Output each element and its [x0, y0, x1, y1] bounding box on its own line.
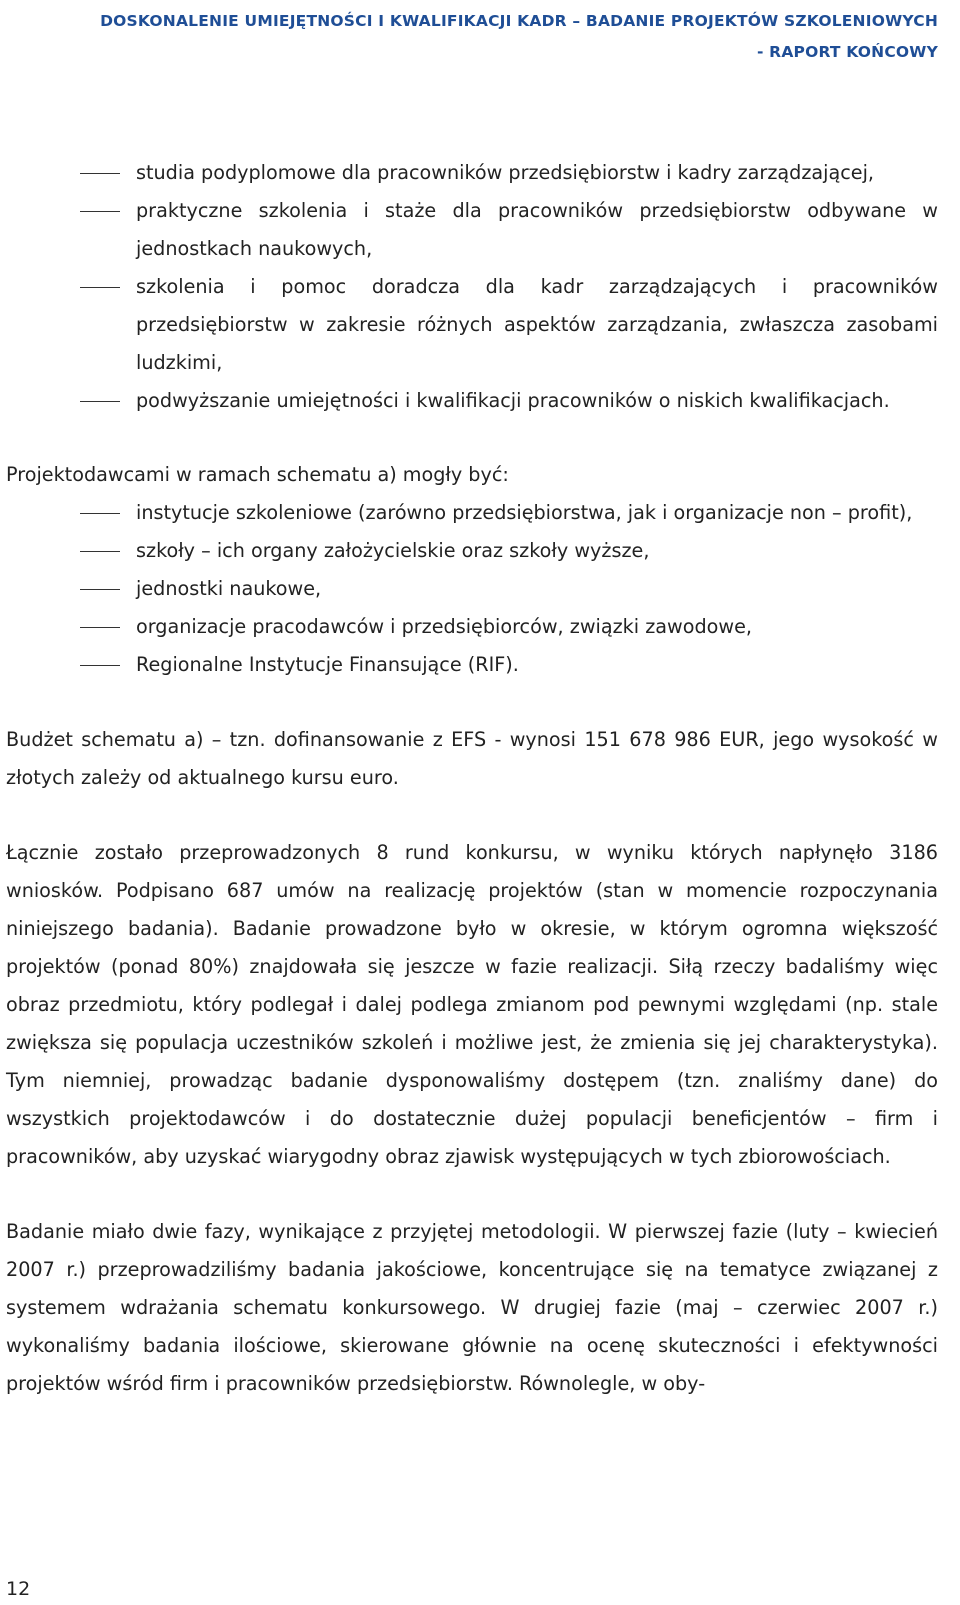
page-body — [6, 154, 938, 1403]
spacer — [6, 420, 938, 456]
list-item-text: podwyższanie umiejętności i kwalifikacji pracowników o niskich kwalifikacjach. — [136, 389, 890, 412]
list-item-text: szkoły – ich organy założycielskie oraz szkoły wyższe, — [136, 539, 650, 562]
paragraph-summary: Łącznie zostało przeprowadzonych 8 rund konkursu, w wyniku których napłynęło 3186 wniosków. Podpisano 687 umów na realizację projektów (stan w momencie rozpoczynania niniejszego badania). Badanie prowadzone było w okresie, w którym ogromna większość projektów (ponad 80%) znajdowała się jeszcze w fazie realizacji. Siłą rzeczy badaliśmy więc obraz przedmiotu, który podlegał i dalej podlega zmianom pod pewnymi względami (np. stale zwiększa się populacja uczestników szkoleń i możliwe jest, że zmienia się jej charakterystyka). Tym niemniej, prowadząc badanie dysponowaliśmy dostępem (tzn. znaliśmy dane) do wszystkich projektodawców i do dostatecznie dużej populacji beneficjentów – firm i pracowników, aby uzyskać wiarygodny obraz zjawisk występujących w tych zbiorowościach. — [6, 841, 938, 1168]
list-item — [6, 570, 938, 608]
running-header — [100, 6, 938, 68]
list-item — [6, 268, 938, 382]
list-item-text: organizacje pracodawców i przedsiębiorców, związki zawodowe, — [136, 615, 752, 638]
list-item — [6, 646, 938, 684]
header-subtitle: - RAPORT KOŃCOWY — [756, 43, 938, 61]
list-item-text: studia podyplomowe dla pracowników przedsiębiorstw i kadry zarządzającej, — [136, 161, 875, 184]
list-item — [6, 494, 938, 532]
list-item — [6, 382, 938, 420]
list-item — [6, 532, 938, 570]
list-item-text: Regionalne Instytucje Finansujące (RIF). — [136, 653, 519, 676]
header-title: DOSKONALENIE UMIEJĘTNOŚCI I KWALIFIKACJI KADR – BADANIE PROJEKTÓW SZKOLENIOWYCH — [100, 12, 938, 30]
spacer — [6, 684, 938, 721]
spacer — [6, 797, 938, 834]
paragraph-projektodawcy: Projektodawcami w ramach schematu a) mogły być: — [6, 463, 509, 486]
applicants-list — [6, 494, 938, 684]
list-item — [6, 154, 938, 192]
list-item-text: jednostki naukowe, — [136, 577, 322, 600]
list-item-text: instytucje szkoleniowe (zarówno przedsiębiorstwa, jak i organizacje non – profit), — [136, 501, 913, 524]
spacer — [6, 1176, 938, 1213]
list-item — [6, 608, 938, 646]
funding-types-list — [6, 154, 938, 420]
paragraph-phases: Badanie miało dwie fazy, wynikające z przyjętej metodologii. W pierwszej fazie (luty – kwiecień 2007 r.) przeprowadziliśmy badania jakościowe, koncentrujące się na tematyce związanej z systemem wdrażania schematu konkursowego. W drugiej fazie (maj – czerwiec 2007 r.) wykonaliśmy badania ilościowe, skierowane głównie na ocenę skuteczności i efektywności projektów wśród firm i pracowników przedsiębiorstw. Równolegle, w oby- — [6, 1220, 938, 1395]
list-item-text: szkolenia i pomoc doradcza dla kadr zarządzających i pracowników przedsiębiorstw w zakresie różnych aspektów zarządzania, zwłaszcza zasobami ludzkimi, — [136, 275, 938, 374]
paragraph-budget: Budżet schematu a) – tzn. dofinansowanie z EFS - wynosi 151 678 986 EUR, jego wysokość w złotych zależy od aktualnego kursu euro. — [6, 728, 938, 789]
page-number: 12 — [6, 1578, 31, 1600]
list-item-text: praktyczne szkolenia i staże dla pracowników przedsiębiorstw odbywane w jednostkach naukowych, — [136, 199, 938, 260]
list-item — [6, 192, 938, 268]
